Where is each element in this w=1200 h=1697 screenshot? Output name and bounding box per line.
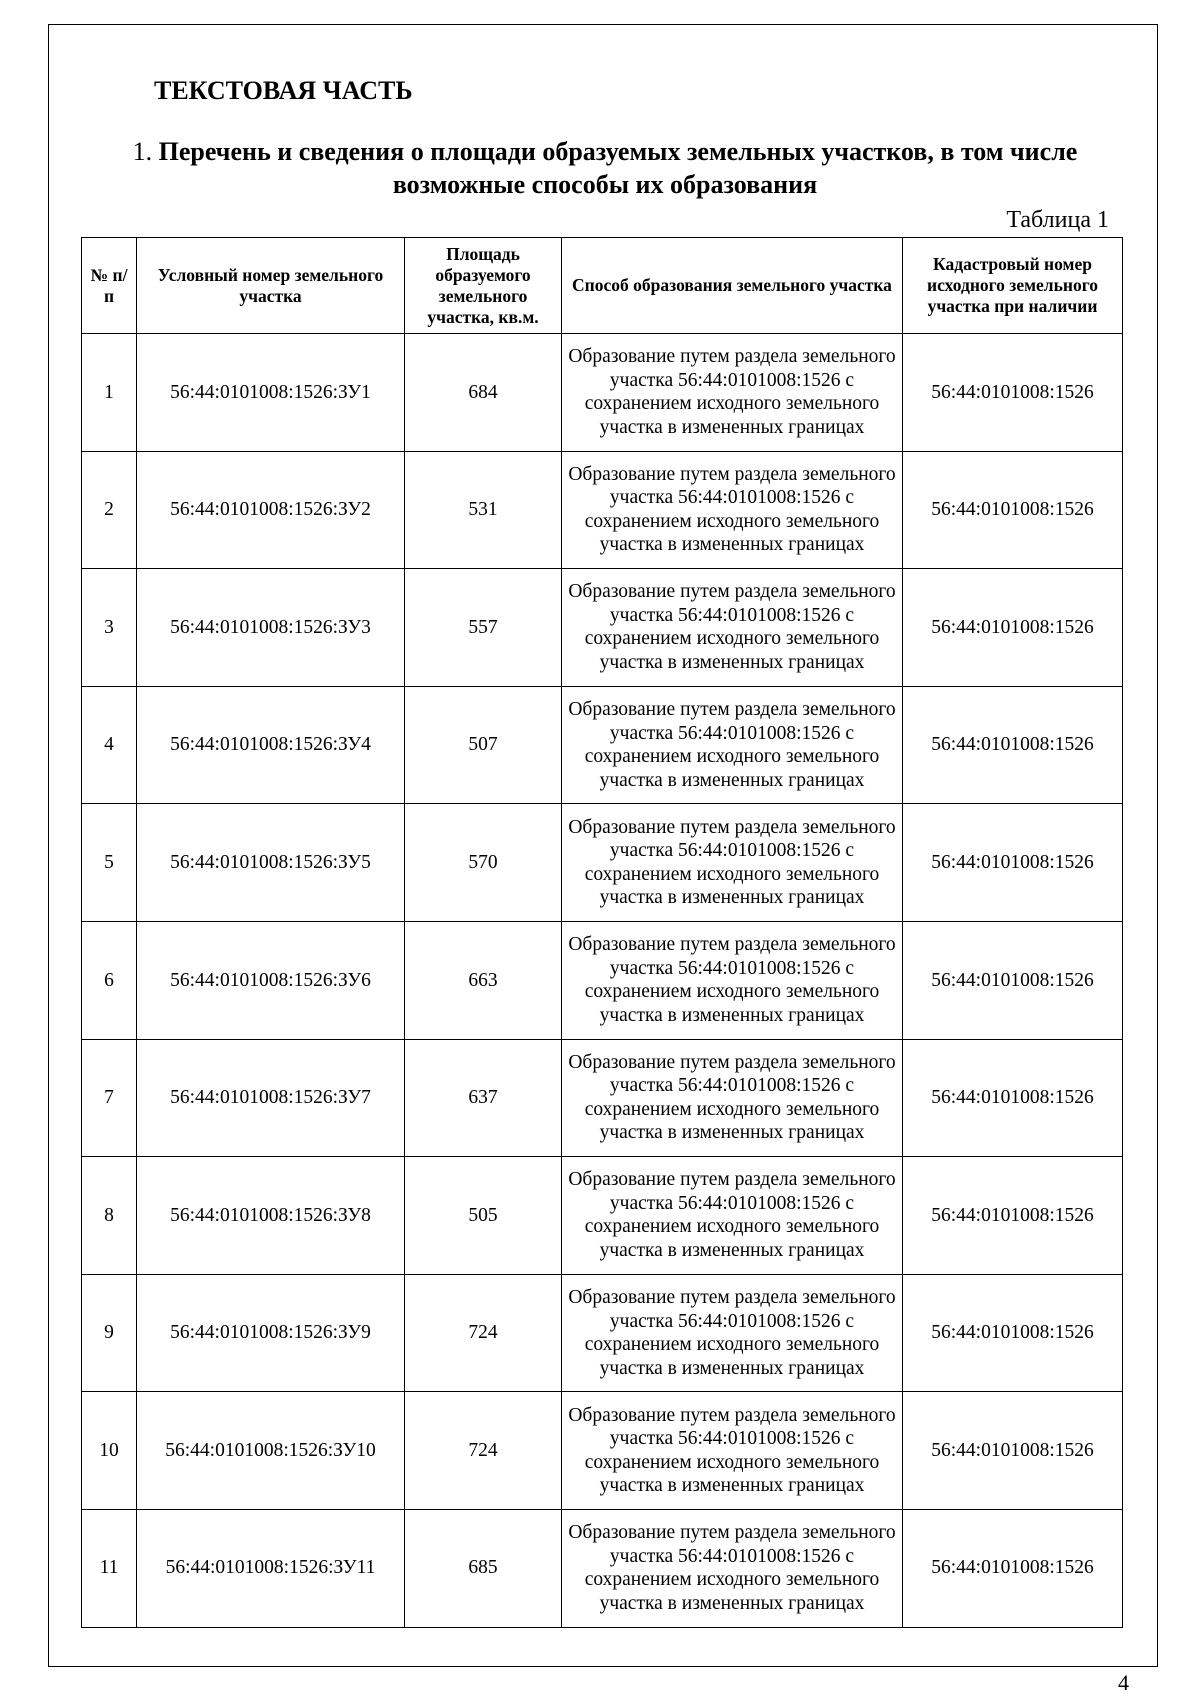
cell-method: Образование путем раздела земельного участка 56:44:0101008:1526 с сохранением исходного земельного участка в измененных границах xyxy=(562,804,903,922)
cell-method: Образование путем раздела земельного участка 56:44:0101008:1526 с сохранением исходного земельного участка в измененных границах xyxy=(562,1039,903,1157)
cell-index: 5 xyxy=(82,804,137,922)
cell-method: Образование путем раздела земельного участка 56:44:0101008:1526 с сохранением исходного земельного участка в измененных границах xyxy=(562,334,903,452)
table-row xyxy=(82,1392,1123,1510)
cell-plot-number: 56:44:0101008:1526:ЗУ6 xyxy=(137,921,405,1039)
cell-index: 4 xyxy=(82,686,137,804)
cell-source-cadastral: 56:44:0101008:1526 xyxy=(903,569,1123,687)
cell-plot-number: 56:44:0101008:1526:ЗУ5 xyxy=(137,804,405,922)
table-row xyxy=(82,1039,1123,1157)
cell-index: 3 xyxy=(82,569,137,687)
cell-method: Образование путем раздела земельного участка 56:44:0101008:1526 с сохранением исходного земельного участка в измененных границах xyxy=(562,1509,903,1627)
cell-area: 505 xyxy=(405,1157,562,1275)
cell-index: 2 xyxy=(82,451,137,569)
cell-area: 531 xyxy=(405,451,562,569)
cell-area: 684 xyxy=(405,334,562,452)
table-caption: Таблица 1 xyxy=(1006,207,1109,233)
header-source-cadastral: Кадастровый номер исходного земельного участка при наличии xyxy=(903,238,1123,334)
title-number: 1. xyxy=(132,137,153,166)
cell-source-cadastral: 56:44:0101008:1526 xyxy=(903,1274,1123,1392)
table-row xyxy=(82,921,1123,1039)
cell-plot-number: 56:44:0101008:1526:ЗУ3 xyxy=(137,569,405,687)
cell-index: 7 xyxy=(82,1039,137,1157)
cell-area: 557 xyxy=(405,569,562,687)
cell-index: 11 xyxy=(82,1509,137,1627)
table-row xyxy=(82,451,1123,569)
cell-method: Образование путем раздела земельного участка 56:44:0101008:1526 с сохранением исходного земельного участка в измененных границах xyxy=(562,1157,903,1275)
cell-plot-number: 56:44:0101008:1526:ЗУ7 xyxy=(137,1039,405,1157)
cell-index: 1 xyxy=(82,334,137,452)
table-row xyxy=(82,334,1123,452)
cell-area: 637 xyxy=(405,1039,562,1157)
document-title xyxy=(100,135,1110,201)
cell-source-cadastral: 56:44:0101008:1526 xyxy=(903,686,1123,804)
table-row xyxy=(82,1509,1123,1627)
cell-area: 724 xyxy=(405,1392,562,1510)
table-row xyxy=(82,1274,1123,1392)
table-row xyxy=(82,1157,1123,1275)
title-text: Перечень и сведения о площади образуемых земельных участков, в том числе возможные способы их образования xyxy=(158,137,1078,199)
cell-area: 685 xyxy=(405,1509,562,1627)
table-row xyxy=(82,804,1123,922)
cell-method: Образование путем раздела земельного участка 56:44:0101008:1526 с сохранением исходного земельного участка в измененных границах xyxy=(562,921,903,1039)
cell-source-cadastral: 56:44:0101008:1526 xyxy=(903,334,1123,452)
land-plots-table xyxy=(81,237,1123,1628)
cell-plot-number: 56:44:0101008:1526:ЗУ11 xyxy=(137,1509,405,1627)
cell-source-cadastral: 56:44:0101008:1526 xyxy=(903,1157,1123,1275)
cell-source-cadastral: 56:44:0101008:1526 xyxy=(903,1509,1123,1627)
cell-method: Образование путем раздела земельного участка 56:44:0101008:1526 с сохранением исходного земельного участка в измененных границах xyxy=(562,686,903,804)
cell-plot-number: 56:44:0101008:1526:ЗУ4 xyxy=(137,686,405,804)
section-heading: ТЕКСТОВАЯ ЧАСТЬ xyxy=(154,76,413,105)
cell-area: 663 xyxy=(405,921,562,1039)
cell-plot-number: 56:44:0101008:1526:ЗУ8 xyxy=(137,1157,405,1275)
cell-plot-number: 56:44:0101008:1526:ЗУ2 xyxy=(137,451,405,569)
table-row xyxy=(82,569,1123,687)
cell-method: Образование путем раздела земельного участка 56:44:0101008:1526 с сохранением исходного земельного участка в измененных границах xyxy=(562,451,903,569)
cell-index: 9 xyxy=(82,1274,137,1392)
cell-area: 507 xyxy=(405,686,562,804)
header-method: Способ образования земельного участка xyxy=(562,238,903,334)
cell-method: Образование путем раздела земельного участка 56:44:0101008:1526 с сохранением исходного земельного участка в измененных границах xyxy=(562,569,903,687)
cell-area: 570 xyxy=(405,804,562,922)
page-number: 4 xyxy=(1118,1670,1129,1695)
cell-source-cadastral: 56:44:0101008:1526 xyxy=(903,1392,1123,1510)
header-index: № п/п xyxy=(82,238,137,334)
cell-plot-number: 56:44:0101008:1526:ЗУ1 xyxy=(137,334,405,452)
cell-source-cadastral: 56:44:0101008:1526 xyxy=(903,804,1123,922)
table-header-row xyxy=(82,238,1123,334)
header-area: Площадь образуемого земельного участка, кв.м. xyxy=(405,238,562,334)
cell-index: 10 xyxy=(82,1392,137,1510)
cell-source-cadastral: 56:44:0101008:1526 xyxy=(903,451,1123,569)
cell-index: 8 xyxy=(82,1157,137,1275)
cell-method: Образование путем раздела земельного участка 56:44:0101008:1526 с сохранением исходного земельного участка в измененных границах xyxy=(562,1392,903,1510)
cell-plot-number: 56:44:0101008:1526:ЗУ9 xyxy=(137,1274,405,1392)
table-row xyxy=(82,686,1123,804)
cell-plot-number: 56:44:0101008:1526:ЗУ10 xyxy=(137,1392,405,1510)
cell-source-cadastral: 56:44:0101008:1526 xyxy=(903,1039,1123,1157)
cell-source-cadastral: 56:44:0101008:1526 xyxy=(903,921,1123,1039)
header-plot-number: Условный номер земельного участка xyxy=(137,238,405,334)
cell-method: Образование путем раздела земельного участка 56:44:0101008:1526 с сохранением исходного земельного участка в измененных границах xyxy=(562,1274,903,1392)
cell-index: 6 xyxy=(82,921,137,1039)
cell-area: 724 xyxy=(405,1274,562,1392)
